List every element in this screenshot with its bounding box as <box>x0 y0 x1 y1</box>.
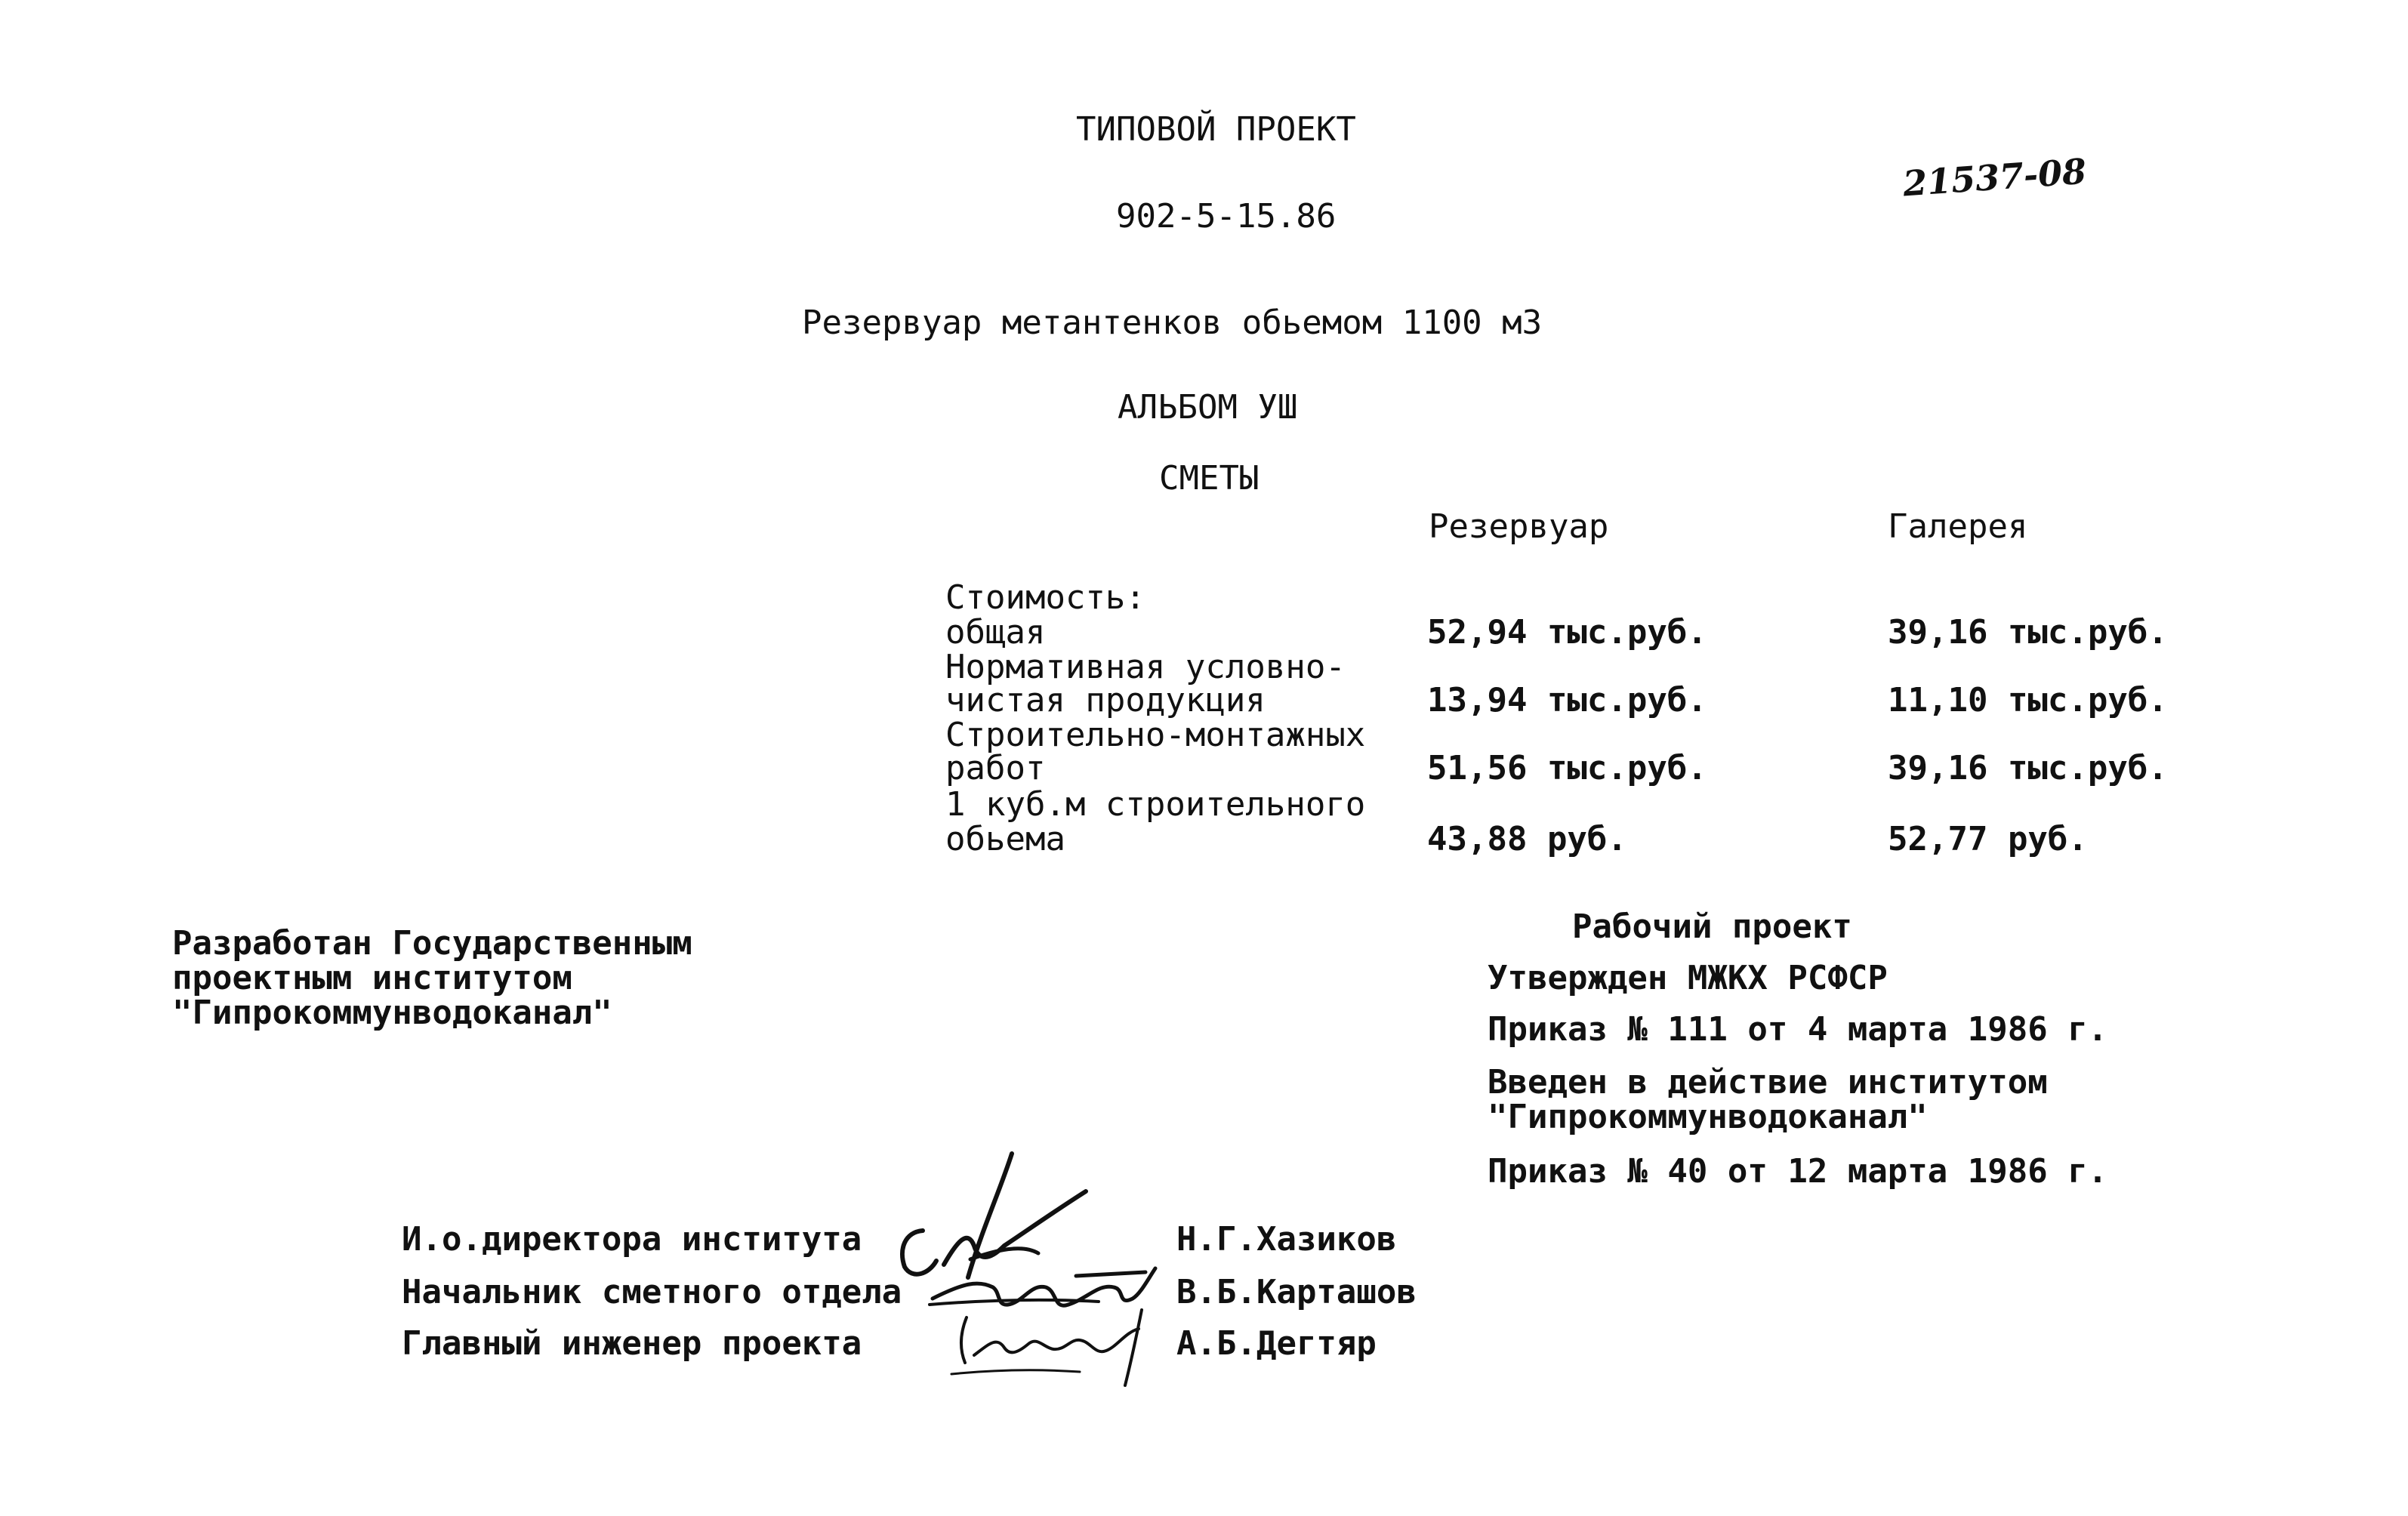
document-title: ТИПОВОЙ ПРОЕКТ <box>1076 110 1356 149</box>
value-normative-gallery: 11,10 тыс.руб. <box>1888 681 2168 719</box>
row-label-normative-line2: чистая продукция <box>945 681 1266 719</box>
row-label-cubic-line2: обьема <box>945 820 1065 858</box>
value-normative-reservoir: 13,94 тыс.руб. <box>1427 681 1707 719</box>
developer-line-1: Разработан Государственным <box>172 924 692 963</box>
value-construction-gallery: 39,16 тыс.руб. <box>1888 749 2168 787</box>
value-construction-reservoir: 51,56 тыс.руб. <box>1427 749 1707 787</box>
introduced-line-1: Введен в действие институтом <box>1488 1063 2048 1102</box>
album-label: АЛЬБОМ УШ <box>1118 388 1298 427</box>
row-label-total: общая <box>945 613 1046 652</box>
signature-name-estimate-head: В.Б.Карташов <box>1176 1273 1417 1311</box>
signature-role-chief-engineer: Главный инженер проекта <box>402 1324 862 1363</box>
signature-name-director: Н.Г.Хазиков <box>1176 1220 1397 1259</box>
row-label-normative-line1: Нормативная условно- <box>945 648 1346 686</box>
value-cubic-gallery: 52,77 руб. <box>1888 820 2088 858</box>
column-header-gallery: Галерея <box>1888 507 2028 546</box>
working-project-label: Рабочий проект <box>1572 907 1852 946</box>
developer-line-3: "Гипрокоммунводоканал" <box>172 994 612 1032</box>
section-label: СМЕТЫ <box>1159 459 1259 498</box>
value-cubic-reservoir: 43,88 руб. <box>1427 820 1627 858</box>
column-header-reservoir: Резервуар <box>1429 507 1609 546</box>
approved-by: Утвержден МЖКХ РСФСР <box>1488 959 1888 997</box>
handwritten-signature-chief-engineer <box>944 1302 1170 1393</box>
project-subject: Резервуар метантенков обьемом 1100 м3 <box>802 304 1543 342</box>
signature-name-chief-engineer: А.Б.Дегтяр <box>1176 1324 1377 1363</box>
order-1: Приказ № 111 от 4 марта 1986 г. <box>1488 1010 2108 1049</box>
row-label-construction-line2: работ <box>945 749 1046 787</box>
value-total-gallery: 39,16 тыс.руб. <box>1888 613 2168 652</box>
introduced-line-2: "Гипрокоммунводоканал" <box>1488 1098 1928 1136</box>
developer-line-2: проектным институтом <box>172 959 572 997</box>
handwritten-number: 21537-08 <box>1901 150 2088 205</box>
signature-role-director: И.о.директора института <box>402 1220 862 1259</box>
value-total-reservoir: 52,94 тыс.руб. <box>1427 613 1707 652</box>
signature-role-estimate-head: Начальник сметного отдела <box>402 1273 902 1311</box>
row-label-construction-line1: Строительно-монтажных <box>945 716 1366 754</box>
order-2: Приказ № 40 от 12 марта 1986 г. <box>1488 1152 2108 1191</box>
project-number: 902-5-15.86 <box>1116 197 1337 236</box>
cost-heading: Стоимость: <box>945 578 1145 617</box>
row-label-cubic-line1: 1 куб.м строительного <box>945 785 1366 824</box>
